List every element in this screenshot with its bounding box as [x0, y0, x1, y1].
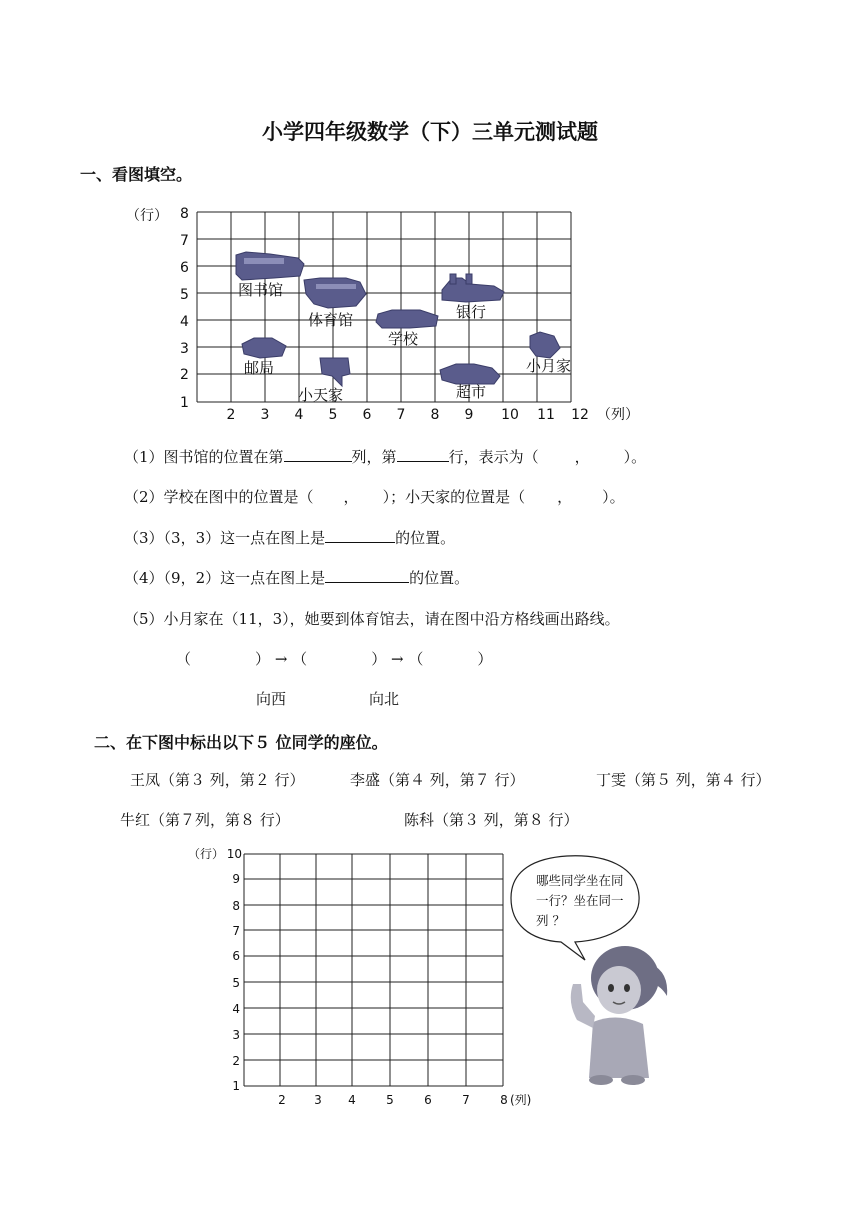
seat-x-tick: 3: [314, 1093, 322, 1107]
route-close-1: ）: [255, 650, 271, 668]
post-office-label: 邮局: [244, 359, 275, 377]
map-x-tick: 8: [430, 407, 440, 423]
q1-text-d: ，: [574, 448, 590, 466]
q2-text-d: ，: [557, 488, 573, 506]
market-icon: [440, 364, 500, 384]
bank-icon: [442, 274, 504, 302]
route-open-2: （: [292, 650, 308, 668]
bubble-line-3: 列 ？: [536, 913, 565, 928]
girl-icon: [571, 946, 667, 1085]
route-answer: [176, 648, 492, 669]
xiaoyue-home-label: 小月家: [526, 357, 572, 375]
map-x-tick: 7: [396, 407, 406, 423]
question-3: [124, 527, 455, 548]
student-chenke: 陈科（第３ 列，第８ 行）: [404, 811, 579, 829]
seat-y-tick: 3: [232, 1028, 240, 1042]
post-office-icon: [242, 338, 286, 358]
question-2: [124, 486, 625, 507]
q4-text-b: 的位置。: [409, 569, 470, 587]
map-y-tick: 1: [180, 395, 189, 411]
xiaotian-home-label: 小天家: [298, 386, 344, 404]
q2-text-c: ）；小天家的位置是（: [382, 488, 526, 506]
map-x-tick: 12: [571, 407, 589, 423]
route-north-label: 向北: [369, 690, 400, 708]
map-x-tick: 4: [294, 407, 304, 423]
bubble-line-2: 一行？坐在同一: [536, 893, 624, 908]
bubble-line-1: 哪些同学坐在同: [536, 873, 624, 888]
q1-blank-column[interactable]: [284, 447, 352, 462]
q1-text-c: 行，表示为（: [448, 448, 539, 466]
seat-grid: [186, 842, 556, 1112]
seat-x-tick: 8: [500, 1093, 508, 1107]
map-x-tick: 10: [501, 407, 519, 423]
map-grid: [120, 198, 650, 428]
section1-heading: 一、看图填空。: [80, 165, 193, 184]
map-y-tick: 3: [180, 341, 189, 357]
question-4: [124, 567, 469, 588]
seat-row-axis-label: （行）: [188, 847, 225, 861]
seat-y-tick: 7: [232, 924, 240, 938]
seat-y-tick: 8: [232, 899, 240, 913]
seat-y-tick: 4: [232, 1002, 240, 1016]
route-open-3: （: [408, 650, 424, 668]
map-y-tick: 2: [180, 367, 189, 383]
q1-text-a: （1）图书馆的位置在第: [124, 448, 284, 466]
map-x-tick: 2: [226, 407, 236, 423]
route-west-label: 向西: [256, 690, 287, 708]
section2-heading: 二、在下图中标出以下５ 位同学的座位。: [94, 733, 388, 752]
market-label: 超市: [456, 383, 487, 401]
map-x-tick: 6: [362, 407, 372, 423]
gym-icon: [304, 278, 366, 308]
question-1: [124, 446, 646, 467]
map-y-tick: 8: [180, 206, 189, 222]
seat-x-tick: 4: [348, 1093, 356, 1107]
student-niuhong: 牛红（第７列，第８ 行）: [120, 811, 290, 829]
arrow-right-icon: →: [274, 650, 288, 668]
bank-label: 银行: [456, 303, 487, 321]
seat-x-tick: 7: [462, 1093, 470, 1107]
q3-text-a: （3）（3，3）这一点在图上是: [124, 529, 326, 547]
seat-x-tick: 5: [386, 1093, 394, 1107]
seat-y-tick: 5: [232, 976, 240, 990]
map-y-tick: 7: [180, 233, 189, 249]
seat-x-tick: 2: [278, 1093, 286, 1107]
page-title: 小学四年级数学（下）三单元测试题: [262, 119, 598, 144]
map-col-axis-label: （列）: [597, 407, 639, 423]
q2-text-b: ，: [343, 488, 359, 506]
seat-y-tick: 9: [232, 872, 240, 886]
student-wangfeng: 王凤（第３ 列，第２ 行）: [130, 771, 305, 789]
seat-col-axis-label: (列): [510, 1093, 532, 1107]
seat-y-tick: 10: [226, 847, 242, 861]
route-open-1: （: [176, 650, 192, 668]
q2-text-a: （2）学校在图中的位置是（: [124, 488, 314, 506]
student-lisheng: 李盛（第４ 列，第７ 行）: [350, 771, 525, 789]
map-x-tick: 5: [328, 407, 338, 423]
route-close-2: ）: [371, 650, 387, 668]
map-x-tick: 3: [260, 407, 270, 423]
seat-gridlines: [244, 854, 503, 1086]
q1-text-b: 列，第: [351, 448, 397, 466]
q2-text-e: ）。: [602, 488, 625, 506]
route-close-3: ）: [477, 650, 493, 668]
seat-y-tick: 1: [232, 1079, 240, 1093]
q4-text-a: （4）（9，2）这一点在图上是: [124, 569, 326, 587]
map-y-tick: 6: [180, 260, 189, 276]
student-dingwen: 丁雯（第５ 列，第４ 行）: [596, 771, 771, 789]
xiaoyue-home-icon: [530, 332, 560, 358]
map-row-axis-label: （行）: [126, 208, 168, 224]
school-label: 学校: [388, 330, 419, 348]
q1-blank-row[interactable]: [397, 447, 449, 462]
question-5: （5）小月家在（11，3），她要到体育馆去，请在图中沿方格线画出路线。: [124, 610, 620, 628]
xiaotian-home-icon: [320, 358, 350, 386]
map-y-tick: 5: [180, 287, 189, 303]
seat-y-tick: 2: [232, 1054, 240, 1068]
seat-y-tick: 6: [232, 949, 240, 963]
seat-x-tick: 6: [424, 1093, 432, 1107]
school-icon: [376, 310, 438, 328]
map-y-tick: 4: [180, 314, 189, 330]
library-label: 图书馆: [238, 281, 284, 299]
arrow-right-icon: →: [390, 650, 404, 668]
q4-blank[interactable]: [325, 568, 409, 583]
map-x-tick: 9: [464, 407, 474, 423]
gym-label: 体育馆: [308, 311, 354, 329]
library-icon: [236, 252, 304, 280]
q1-text-e: ）。: [623, 448, 647, 466]
q3-text-b: 的位置。: [395, 529, 456, 547]
map-x-tick: 11: [537, 407, 555, 423]
q3-blank[interactable]: [325, 528, 395, 543]
